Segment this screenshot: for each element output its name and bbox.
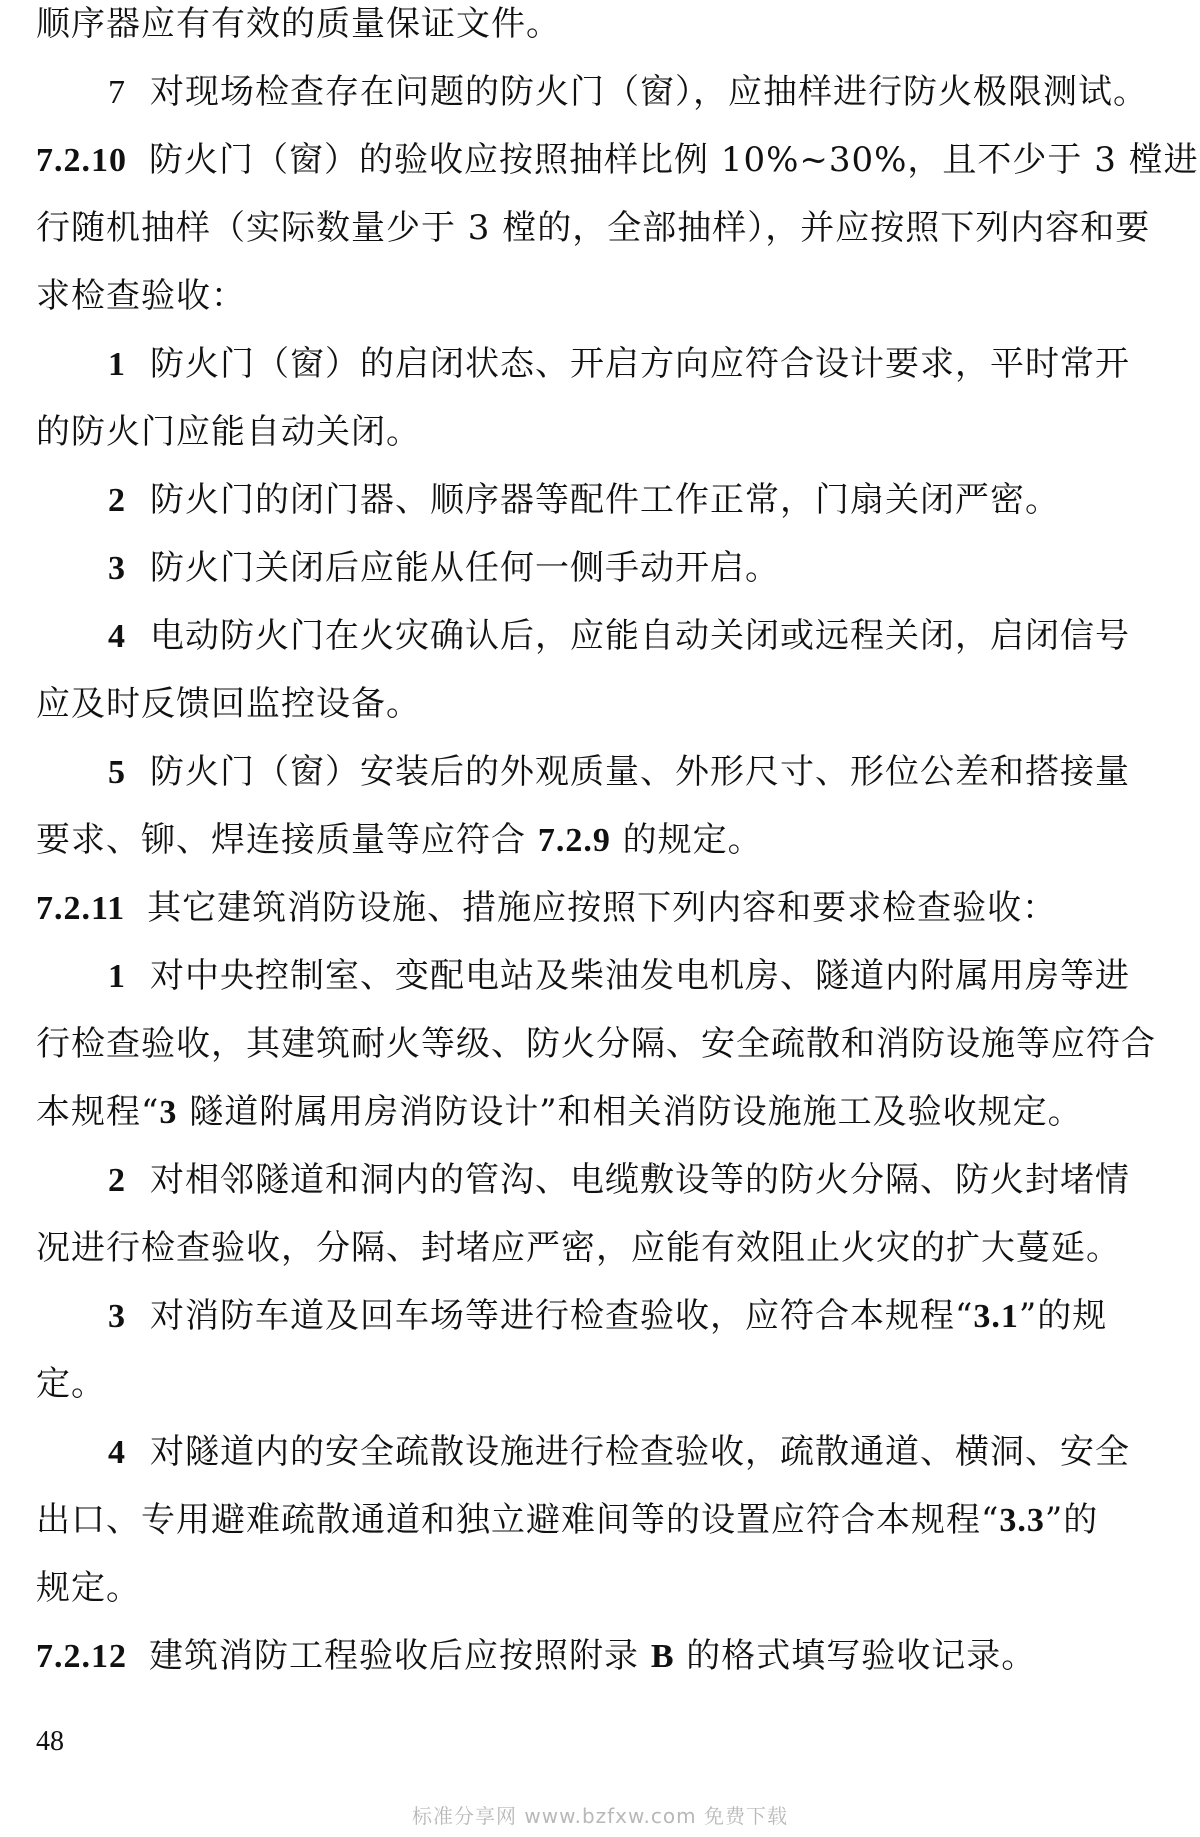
line-text: 的格式填写验收记录。: [674, 1636, 1037, 1676]
list-item: [36, 534, 1176, 602]
item-number: 2: [108, 482, 126, 519]
text-line: [36, 1214, 1176, 1282]
line-text: ”的: [1044, 1500, 1099, 1540]
list-item: [36, 330, 1176, 398]
clause-7-2-11: [36, 874, 1176, 942]
text-line: [36, 398, 1176, 466]
clause-7-2-12: [36, 1622, 1176, 1690]
clause-reference: 7.2.9: [537, 822, 611, 859]
line-text: 的规定。: [610, 820, 763, 860]
line-text: 况进行检查验收，分隔、封堵应严密，应能有效阻止火灾的扩大蔓延。: [36, 1228, 1121, 1268]
line-text: 防火门（窗）的启闭状态、开启方向应符合设计要求，平时常开: [150, 344, 1130, 384]
clause-reference: 3: [159, 1094, 178, 1131]
text-line: [36, 194, 1176, 262]
line-text: 对相邻隧道和洞内的管沟、电缆敷设等的防火分隔、防火封堵情: [150, 1160, 1130, 1200]
list-item: [36, 466, 1176, 534]
line-text: 求检查验收：: [36, 276, 246, 316]
text-line: [36, 670, 1176, 738]
clause-reference: 3.3: [999, 1502, 1045, 1539]
line-text: 建筑消防工程验收后应按照附录: [149, 1636, 651, 1676]
line-text: 顺序器应有有效的质量保证文件。: [36, 4, 561, 44]
text-line: [36, 1078, 1176, 1146]
text-line: [36, 1010, 1176, 1078]
line-text: 定。: [36, 1364, 106, 1404]
line-text: 对消防车道及回车场等进行检查验收，应符合本规程“: [150, 1296, 974, 1336]
item-number: 1: [108, 958, 126, 995]
item-number: 4: [108, 1434, 126, 1471]
line-text: 行检查验收，其建筑耐火等级、防火分隔、安全疏散和消防设施等应符合: [36, 1024, 1156, 1064]
item-number: 3: [108, 550, 126, 587]
watermark-text: 标准分享网 www.bzfxw.com 免费下载: [412, 1804, 788, 1828]
body-text: [36, 0, 1199, 1690]
clause-number: 7.2.10: [36, 142, 127, 179]
list-item: [36, 738, 1176, 806]
clause-number: 7.2.11: [36, 890, 126, 927]
item-number: 7: [108, 74, 126, 111]
line-text: 防火门（窗）的验收应按照抽样比例 10%~30%，且不少于 3 樘进: [149, 140, 1199, 180]
line-text: 的防火门应能自动关闭。: [36, 412, 421, 452]
clause-reference: 3.1: [973, 1298, 1019, 1335]
line-text: 防火门关闭后应能从任何一侧手动开启。: [150, 548, 780, 588]
item-number: 5: [108, 754, 126, 791]
clause-7-2-10: [36, 126, 1199, 194]
line-text: 对隧道内的安全疏散设施进行检查验收，疏散通道、横洞、安全: [150, 1432, 1130, 1472]
item-number: 4: [108, 618, 126, 655]
line-text: 规定。: [36, 1568, 141, 1608]
item-number: 2: [108, 1162, 126, 1199]
line-text: 本规程“: [36, 1092, 160, 1132]
text-line: [36, 1350, 1176, 1418]
line-text: 防火门（窗）安装后的外观质量、外形尺寸、形位公差和搭接量: [150, 752, 1130, 792]
list-item: [36, 942, 1176, 1010]
text-line: [36, 0, 1176, 58]
list-item: [36, 1146, 1176, 1214]
line-text: 要求、铆、焊连接质量等应符合: [36, 820, 538, 860]
list-item: [36, 1282, 1176, 1350]
clause-number: 7.2.12: [36, 1638, 127, 1675]
page-number: 48: [36, 1726, 64, 1757]
text-line: [36, 806, 1176, 874]
item-number: 1: [108, 346, 126, 383]
line-text: 行随机抽样（实际数量少于 3 樘的，全部抽样），并应按照下列内容和要: [36, 208, 1151, 248]
line-text: 出口、专用避难疏散通道和独立避难间等的设置应符合本规程“: [36, 1500, 1000, 1540]
text-line: [36, 58, 1176, 126]
list-item: [36, 602, 1176, 670]
text-line: [36, 262, 1176, 330]
line-text: 其它建筑消防设施、措施应按照下列内容和要求检查验收：: [147, 888, 1058, 928]
line-text: 电动防火门在火灾确认后，应能自动关闭或远程关闭，启闭信号: [150, 616, 1130, 656]
text-line: [36, 1486, 1176, 1554]
line-text: 对现场检查存在问题的防火门（窗），应抽样进行防火极限测试。: [150, 72, 1148, 112]
line-text: 防火门的闭门器、顺序器等配件工作正常，门扇关闭严密。: [150, 480, 1060, 520]
text-line: [36, 1554, 1176, 1622]
line-text: 对中央控制室、变配电站及柴油发电机房、隧道内附属用房等进: [150, 956, 1130, 996]
item-number: 3: [108, 1298, 126, 1335]
line-text: 应及时反馈回监控设备。: [36, 684, 421, 724]
line-text: 隧道附属用房消防设计”和相关消防设施施工及验收规定。: [177, 1092, 1083, 1132]
appendix-reference: B: [650, 1638, 675, 1675]
line-text: ”的规: [1018, 1296, 1108, 1336]
list-item: [36, 1418, 1176, 1486]
